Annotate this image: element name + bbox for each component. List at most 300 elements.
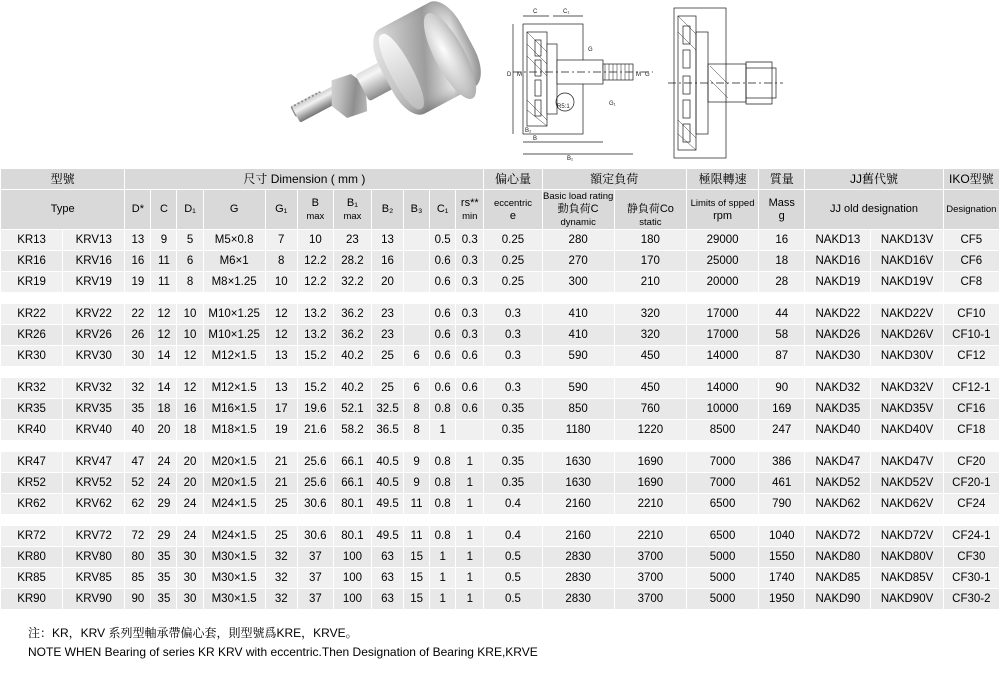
cell-e: 0.3 (484, 378, 542, 399)
cell-B2: 63 (371, 589, 403, 610)
header-col-B-sub: max (306, 210, 325, 222)
cell-B: 37 (297, 547, 333, 568)
cell-e: 0.25 (484, 251, 542, 272)
table-row-spacer (1, 367, 1000, 378)
notes-block (0, 624, 1000, 662)
cell-G1: 13 (265, 378, 297, 399)
cell-B1: 80.1 (333, 526, 371, 547)
cell-dyn: 590 (542, 378, 614, 399)
header-eccentric-cn: 偏心量 (484, 169, 542, 190)
sectional-drawing-krv (668, 2, 783, 164)
cell-type2: KRV40 (63, 420, 125, 441)
cell-C1: 0.6 (430, 251, 456, 272)
cell-G: M20×1.5 (203, 452, 265, 473)
cell-G: M12×1.5 (203, 346, 265, 367)
header-static-cn: 静負荷Co (626, 203, 674, 215)
cell-G: M10×1.25 (203, 304, 265, 325)
cell-iko: CF30-1 (943, 568, 999, 589)
cell-rs: 0.3 (456, 304, 484, 325)
cell-rs: 1 (456, 452, 484, 473)
cell-jj2: NAKD47V (871, 452, 943, 473)
cell-C: 24 (151, 452, 177, 473)
table-row (1, 378, 1000, 399)
cell-G: M12×1.5 (203, 378, 265, 399)
cell-B: 13.2 (297, 325, 333, 346)
cell-d: 80 (125, 547, 151, 568)
cell-B3: 9 (404, 452, 430, 473)
cell-d: 72 (125, 526, 151, 547)
mid-label-D: D (507, 72, 512, 78)
table-row (1, 346, 1000, 367)
cell-d: 26 (125, 325, 151, 346)
cell-type1: KR19 (1, 272, 63, 293)
header-col-B2: B₂ (371, 190, 403, 230)
cell-D1: 12 (177, 378, 203, 399)
cell-G: M24×1.5 (203, 526, 265, 547)
cell-d: 30 (125, 346, 151, 367)
cell-B3: 9 (404, 473, 430, 494)
header-col-C: C (151, 190, 177, 230)
cell-rpm: 25000 (686, 251, 758, 272)
header-col-B-main: B (311, 196, 320, 209)
table-row (1, 568, 1000, 589)
cell-D1: 16 (177, 399, 203, 420)
cell-C1: 0.6 (430, 346, 456, 367)
cell-iko: CF12 (943, 346, 999, 367)
mid-label-rs: R5:1 (557, 104, 570, 110)
cell-type1: KR62 (1, 494, 63, 515)
cell-rs: 1 (456, 547, 484, 568)
cell-D1: 6 (177, 251, 203, 272)
mid-label-G1: G₁ (609, 101, 616, 107)
cell-d: 90 (125, 589, 151, 610)
cell-mass: 1740 (759, 568, 805, 589)
cell-iko: CF20 (943, 452, 999, 473)
note-line-cn: 注：KR，KRV 系列型軸承帶偏心套，則型號爲KRE，KRVE。 (28, 626, 358, 640)
cell-B2: 20 (371, 272, 403, 293)
cell-rs: 0.3 (456, 251, 484, 272)
cell-B2: 63 (371, 547, 403, 568)
cell-B3: 8 (404, 399, 430, 420)
header-iko-en: Designation (943, 190, 999, 230)
cell-mass: 1040 (759, 526, 805, 547)
header-load-cn: 額定負荷 (542, 169, 686, 190)
illustration-area (0, 0, 1000, 168)
cell-C: 11 (151, 251, 177, 272)
cell-e: 0.5 (484, 568, 542, 589)
cell-B1: 23 (333, 230, 371, 251)
cell-sta: 1220 (614, 420, 686, 441)
header-eccentric (484, 190, 542, 230)
cell-sta: 2210 (614, 526, 686, 547)
cell-sta: 320 (614, 304, 686, 325)
cell-C1: 0.6 (430, 304, 456, 325)
mid-label-B: B (533, 136, 538, 142)
mid-label-G: G (588, 47, 593, 53)
mid-label-D1: M (517, 72, 522, 78)
header-col-B1-main: B₁ (346, 196, 358, 209)
cell-type2: KRV80 (63, 547, 125, 568)
header-dynamic-cn: 動負荷C (557, 203, 599, 215)
cell-dyn: 1180 (542, 420, 614, 441)
cell-B2: 40.5 (371, 473, 403, 494)
cell-G1: 10 (265, 272, 297, 293)
cell-type1: KR26 (1, 325, 63, 346)
cell-B2: 40.5 (371, 452, 403, 473)
table-row (1, 473, 1000, 494)
cell-type2: KRV13 (63, 230, 125, 251)
cell-C: 18 (151, 399, 177, 420)
cell-rs: 1 (456, 473, 484, 494)
cell-dyn: 2160 (542, 494, 614, 515)
cell-G1: 19 (265, 420, 297, 441)
cell-iko: CF24 (943, 494, 999, 515)
cell-iko: CF20-1 (943, 473, 999, 494)
cell-rpm: 5000 (686, 568, 758, 589)
table-row (1, 494, 1000, 515)
cell-G: M20×1.5 (203, 473, 265, 494)
cell-B: 21.6 (297, 420, 333, 441)
cell-B1: 40.2 (333, 378, 371, 399)
cell-jj2: NAKD62V (871, 494, 943, 515)
cell-d: 35 (125, 399, 151, 420)
cell-jj1: NAKD47 (805, 452, 871, 473)
cell-dyn: 280 (542, 230, 614, 251)
cell-sta: 210 (614, 272, 686, 293)
cell-dyn: 300 (542, 272, 614, 293)
cell-rs: 0.3 (456, 272, 484, 293)
table-row-spacer (1, 515, 1000, 526)
cell-iko: CF6 (943, 251, 999, 272)
cell-B3: 15 (404, 568, 430, 589)
cell-G1: 8 (265, 251, 297, 272)
cell-rpm: 17000 (686, 304, 758, 325)
cell-jj1: NAKD32 (805, 378, 871, 399)
cell-jj2: NAKD22V (871, 304, 943, 325)
cell-mass: 44 (759, 304, 805, 325)
cell-jj2: NAKD85V (871, 568, 943, 589)
header-col-C1: C₁ (430, 190, 456, 230)
cell-type1: KR22 (1, 304, 63, 325)
cell-G1: 25 (265, 494, 297, 515)
cell-e: 0.25 (484, 272, 542, 293)
cell-e: 0.35 (484, 473, 542, 494)
cell-G: M30×1.5 (203, 568, 265, 589)
table-row (1, 325, 1000, 346)
cell-G: M30×1.5 (203, 589, 265, 610)
cell-jj2: NAKD80V (871, 547, 943, 568)
cell-D1: 20 (177, 473, 203, 494)
cell-B3 (404, 251, 430, 272)
cell-jj1: NAKD22 (805, 304, 871, 325)
cell-G: M24×1.5 (203, 494, 265, 515)
cell-jj1: NAKD35 (805, 399, 871, 420)
cell-G1: 21 (265, 473, 297, 494)
cell-e: 0.35 (484, 399, 542, 420)
header-col-D1: D₁ (177, 190, 203, 230)
cell-mass: 1550 (759, 547, 805, 568)
cell-G1: 7 (265, 230, 297, 251)
cell-dyn: 2830 (542, 568, 614, 589)
cell-type2: KRV19 (63, 272, 125, 293)
cell-G: M30×1.5 (203, 547, 265, 568)
cell-type1: KR80 (1, 547, 63, 568)
cell-type2: KRV30 (63, 346, 125, 367)
cell-rs: 0.6 (456, 346, 484, 367)
cell-e: 0.5 (484, 547, 542, 568)
cell-rs: 1 (456, 526, 484, 547)
cell-type1: KR35 (1, 399, 63, 420)
cell-rs: 1 (456, 494, 484, 515)
cell-type1: KR85 (1, 568, 63, 589)
cell-e: 0.35 (484, 452, 542, 473)
cell-D1: 24 (177, 526, 203, 547)
header-mass-en: Mass (768, 196, 795, 209)
table-row (1, 304, 1000, 325)
cell-mass: 28 (759, 272, 805, 293)
cell-sta: 1690 (614, 473, 686, 494)
cell-iko: CF5 (943, 230, 999, 251)
header-limit-cn: 極限轉速 (686, 169, 758, 190)
cell-rs: 0.6 (456, 399, 484, 420)
cell-iko: CF16 (943, 399, 999, 420)
header-static (614, 190, 686, 230)
cell-B1: 66.1 (333, 452, 371, 473)
cell-G: M8×1.25 (203, 272, 265, 293)
cam-follower-photo (285, 2, 475, 162)
cell-rpm: 5000 (686, 547, 758, 568)
cell-B1: 100 (333, 568, 371, 589)
header-limit-en: Limits of spped (690, 197, 755, 209)
header-dynamic (542, 190, 614, 230)
cell-B2: 25 (371, 378, 403, 399)
cell-B3: 11 (404, 526, 430, 547)
cell-type1: KR72 (1, 526, 63, 547)
cell-B: 37 (297, 589, 333, 610)
cell-dyn: 2830 (542, 547, 614, 568)
cell-B1: 80.1 (333, 494, 371, 515)
cell-jj1: NAKD72 (805, 526, 871, 547)
cell-B1: 66.1 (333, 473, 371, 494)
cell-jj2: NAKD16V (871, 251, 943, 272)
table-header (1, 169, 1000, 230)
cell-G: M10×1.25 (203, 325, 265, 346)
cell-B2: 13 (371, 230, 403, 251)
cell-sta: 3700 (614, 547, 686, 568)
cell-sta: 450 (614, 378, 686, 399)
table-row (1, 272, 1000, 293)
cell-jj2: NAKD40V (871, 420, 943, 441)
header-type-en: Type (1, 190, 125, 230)
cell-dyn: 2160 (542, 526, 614, 547)
cell-jj2: NAKD52V (871, 473, 943, 494)
cell-jj2: NAKD13V (871, 230, 943, 251)
cell-type2: KRV90 (63, 589, 125, 610)
cell-B1: 58.2 (333, 420, 371, 441)
cell-type1: KR16 (1, 251, 63, 272)
cell-mass: 461 (759, 473, 805, 494)
cell-C1: 0.6 (430, 325, 456, 346)
table-row (1, 589, 1000, 610)
cell-B1: 40.2 (333, 346, 371, 367)
cell-B3 (404, 272, 430, 293)
cell-rpm: 10000 (686, 399, 758, 420)
cell-sta: 760 (614, 399, 686, 420)
cell-jj1: NAKD85 (805, 568, 871, 589)
header-col-rs (456, 190, 484, 230)
cell-sta: 320 (614, 325, 686, 346)
cell-rpm: 20000 (686, 272, 758, 293)
header-jj-en: JJ old designation (805, 190, 943, 230)
cell-d: 13 (125, 230, 151, 251)
cell-B3 (404, 230, 430, 251)
cell-d: 47 (125, 452, 151, 473)
cell-d: 32 (125, 378, 151, 399)
cell-D1: 18 (177, 420, 203, 441)
cell-G: M5×0.8 (203, 230, 265, 251)
cell-D1: 10 (177, 325, 203, 346)
table-row (1, 526, 1000, 547)
header-col-G1: G₁ (265, 190, 297, 230)
cell-C1: 0.8 (430, 473, 456, 494)
cell-e: 0.5 (484, 589, 542, 610)
cell-rpm: 14000 (686, 346, 758, 367)
cell-iko: CF30 (943, 547, 999, 568)
cell-D1: 5 (177, 230, 203, 251)
cell-G1: 12 (265, 304, 297, 325)
header-load-en: Basic load rating (543, 191, 614, 202)
cell-type2: KRV62 (63, 494, 125, 515)
cell-B: 25.6 (297, 473, 333, 494)
cell-d: 40 (125, 420, 151, 441)
mid-label-B2: B₂ (525, 128, 532, 134)
cell-jj1: NAKD30 (805, 346, 871, 367)
table-row (1, 230, 1000, 251)
cell-mass: 16 (759, 230, 805, 251)
cell-G1: 12 (265, 325, 297, 346)
cell-B3 (404, 325, 430, 346)
cell-D1: 30 (177, 568, 203, 589)
cell-G1: 32 (265, 568, 297, 589)
cell-type1: KR13 (1, 230, 63, 251)
mid-label-C1: C₁ (563, 9, 570, 15)
cell-type2: KRV22 (63, 304, 125, 325)
sectional-drawing-kr (505, 4, 660, 162)
cell-type2: KRV52 (63, 473, 125, 494)
cell-C1: 0.8 (430, 452, 456, 473)
cell-B2: 23 (371, 304, 403, 325)
cell-B3: 6 (404, 346, 430, 367)
cell-B1: 52.1 (333, 399, 371, 420)
cell-iko: CF12-1 (943, 378, 999, 399)
cell-jj2: NAKD35V (871, 399, 943, 420)
cell-jj2: NAKD32V (871, 378, 943, 399)
cell-e: 0.3 (484, 304, 542, 325)
cell-jj1: NAKD52 (805, 473, 871, 494)
header-dimension: 尺寸 Dimension ( mm ) (125, 169, 484, 190)
cell-type2: KRV35 (63, 399, 125, 420)
header-dynamic-en: dynamic (560, 217, 596, 228)
cell-D1: 20 (177, 452, 203, 473)
specification-table (0, 168, 1000, 610)
cell-B2: 16 (371, 251, 403, 272)
header-col-B3: B₃ (404, 190, 430, 230)
cell-rs: 0.3 (456, 325, 484, 346)
cell-type1: KR47 (1, 452, 63, 473)
cell-B: 19.6 (297, 399, 333, 420)
cell-D1: 12 (177, 346, 203, 367)
cell-rs: 0.6 (456, 378, 484, 399)
cell-rpm: 17000 (686, 325, 758, 346)
cell-D1: 24 (177, 494, 203, 515)
cell-B: 30.6 (297, 526, 333, 547)
cell-rpm: 29000 (686, 230, 758, 251)
spacer-cell (1, 367, 1000, 378)
cell-G1: 21 (265, 452, 297, 473)
cell-C1: 0.8 (430, 494, 456, 515)
cell-G1: 13 (265, 346, 297, 367)
header-eccentric-en: eccentric (493, 197, 532, 209)
header-static-en: static (639, 217, 662, 228)
cell-B: 15.2 (297, 378, 333, 399)
cell-jj2: NAKD72V (871, 526, 943, 547)
header-col-B (297, 190, 333, 230)
cell-iko: CF30-2 (943, 589, 999, 610)
cell-jj2: NAKD90V (871, 589, 943, 610)
cell-D1: 30 (177, 589, 203, 610)
header-col-g: g (778, 209, 785, 222)
cell-C: 12 (151, 304, 177, 325)
table-row-spacer (1, 293, 1000, 304)
header-rpm (686, 190, 758, 230)
cell-B1: 100 (333, 589, 371, 610)
cell-type2: KRV16 (63, 251, 125, 272)
cell-dyn: 850 (542, 399, 614, 420)
cell-type2: KRV47 (63, 452, 125, 473)
cell-jj1: NAKD19 (805, 272, 871, 293)
cell-B3: 15 (404, 589, 430, 610)
header-iko-cn: IKO型號 (943, 169, 999, 190)
cell-B1: 32.2 (333, 272, 371, 293)
cell-mass: 247 (759, 420, 805, 441)
table-row (1, 251, 1000, 272)
cell-jj1: NAKD26 (805, 325, 871, 346)
cell-B: 37 (297, 568, 333, 589)
cell-B2: 32.5 (371, 399, 403, 420)
cell-type2: KRV85 (63, 568, 125, 589)
cell-type2: KRV72 (63, 526, 125, 547)
mid-label-M: M (636, 72, 641, 78)
header-col-rpm: rpm (713, 209, 733, 222)
cell-jj1: NAKD16 (805, 251, 871, 272)
cell-dyn: 1630 (542, 473, 614, 494)
mid-label-G-right: G (645, 72, 650, 78)
cell-jj1: NAKD13 (805, 230, 871, 251)
header-mass-cn: 質量 (759, 169, 805, 190)
cell-dyn: 270 (542, 251, 614, 272)
table-row (1, 547, 1000, 568)
cell-B3: 6 (404, 378, 430, 399)
cell-e: 0.3 (484, 325, 542, 346)
cell-mass: 58 (759, 325, 805, 346)
cell-B2: 63 (371, 568, 403, 589)
cell-G1: 32 (265, 547, 297, 568)
cell-mass: 386 (759, 452, 805, 473)
spacer-cell (1, 441, 1000, 452)
cell-sta: 3700 (614, 568, 686, 589)
cell-jj1: NAKD80 (805, 547, 871, 568)
cell-C: 35 (151, 568, 177, 589)
